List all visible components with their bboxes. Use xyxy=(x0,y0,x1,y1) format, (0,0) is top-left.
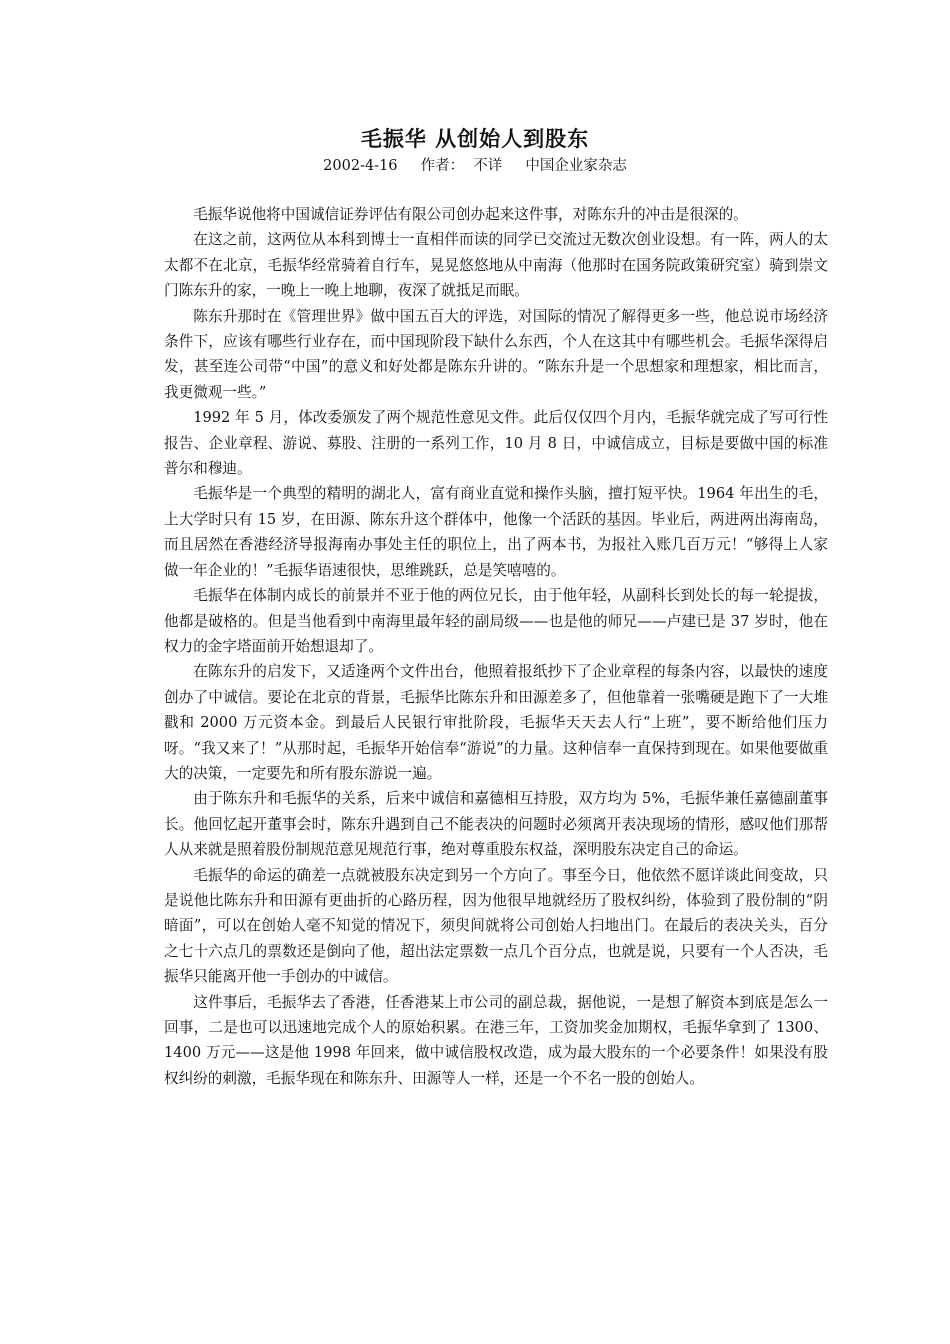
paragraph: 这件事后，毛振华去了香港，任香港某上市公司的副总裁，据他说，一是想了解资本到底是怎么一回事，二是也可以迅速地完成个人的原始积累。在港三年，工资加奖金加期权，毛振华拿到了 1300、1400 万元——这是他 1998 年回来，做中诚信股权改造，成为最大股东的一个必要条件！如果没有股权纠纷的刺激，毛振华现在和陈东升、田源等人一样，还是一个不名一股的创始人。 xyxy=(164,993,828,1087)
article-body xyxy=(164,202,828,1091)
article-author: 不详 xyxy=(473,158,503,174)
paragraph: 毛振华是一个典型的精明的湖北人，富有商业直觉和操作头脑，擅打短平快。1964 年出生的毛，上大学时只有 15 岁，在田源、陈东升这个群体中，他像一个活跃的基因。毕业后，两进两出海南岛，而且居然在香港经济导报海南办事处主任的职位上，出了两本书，为报社入账几百万元！“够得上人家做一年企业的！”毛振华语速很快，思维跳跃，总是笑嘻嘻的。 xyxy=(164,485,828,579)
paragraph: 在这之前，这两位从本科到博士一直相伴而读的同学已交流过无数次创业设想。有一阵，两人的太太都不在北京，毛振华经常骑着自行车，晃晃悠悠地从中南海（他那时在国务院政策研究室）骑到崇文门陈东升的家，一晚上一晚上地聊，夜深了就抵足而眠。 xyxy=(164,231,828,300)
article-date: 2002-4-16 xyxy=(323,158,398,174)
paragraph: 毛振华在体制内成长的前景并不亚于他的两位兄长，由于他年轻，从副科长到处长的每一轮提拔，他都是破格的。但是当他看到中南海里最年轻的副局级——也是他的师兄——卢建已是 37 岁时，他在权力的金字塔面前开始想退却了。 xyxy=(164,587,828,655)
author-label: 作者： xyxy=(420,158,465,174)
paragraph: 1992 年 5 月，体改委颁发了两个规范性意见文件。此后仅仅四个月内，毛振华就完成了写可行性报告、企业章程、游说、募股、注册的一系列工作，10 月 8 日，中诚信成立，目标是要做中国的标准普尔和穆迪。 xyxy=(164,409,828,478)
paragraph: 由于陈东升和毛振华的关系，后来中诚信和嘉德相互持股，双方均为 5%，毛振华兼任嘉德副董事长。他回忆起开董事会时，陈东升遇到自己不能表决的问题时必须离开表决现场的情形，感叹他们那帮人从来就是照着股份制规范意见规范行事，绝对尊重股东权益，深明股东决定自己的命运。 xyxy=(164,790,828,859)
paragraph: 在陈东升的启发下，又适逢两个文件出台，他照着报纸抄下了企业章程的每条内容，以最快的速度创办了中诚信。要论在北京的背景，毛振华比陈东升和田源差多了，但他靠着一张嘴硬是跑下了一大堆戳和 2000 万元资本金。到最后人民银行审批阶段，毛振华天天去人行“上班”，要不断给他们压力呀。“我又来了！”从那时起，毛振华开始信奉“游说”的力量。这种信奉一直保持到现在。如果他要做重大的决策，一定要先和所有股东游说一遍。 xyxy=(164,663,828,782)
paragraph: 陈东升那时在《管理世界》做中国五百大的评选，对国际的情况了解得更多一些，他总说市场经济条件下，应该有哪些行业存在，而中国现阶段下缺什么东西，个人在这其中有哪些机会。毛振华深得启发，甚至连公司带“中国”的意义和好处都是陈东升讲的。“陈东升是一个思想家和理想家，相比而言，我更微观一些。” xyxy=(164,307,828,401)
article-meta xyxy=(0,156,950,176)
paragraph: 毛振华说他将中国诚信证券评估有限公司创办起来这件事，对陈东升的冲击是很深的。 xyxy=(193,206,748,223)
article-title: 毛振华 从创始人到股东 xyxy=(360,127,590,151)
paragraph: 毛振华的命运的确差一点就被股东决定到另一个方向了。事至今日，他依然不愿详谈此间变故，只是说他比陈东升和田源有更曲折的心路历程，因为他很早地就经历了股权纠纷，体验到了股份制的“阴暗面”，可以在创始人毫不知觉的情况下，须臾间就将公司创始人扫地出门。在最后的表决关头，百分之七十六点几的票数还是倒向了他，超出法定票数一点几个百分点，也就是说，只要有一个人否决，毛振华只能离开他一手创办的中诚信。 xyxy=(164,866,828,986)
article-source: 中国企业家杂志 xyxy=(525,158,627,174)
